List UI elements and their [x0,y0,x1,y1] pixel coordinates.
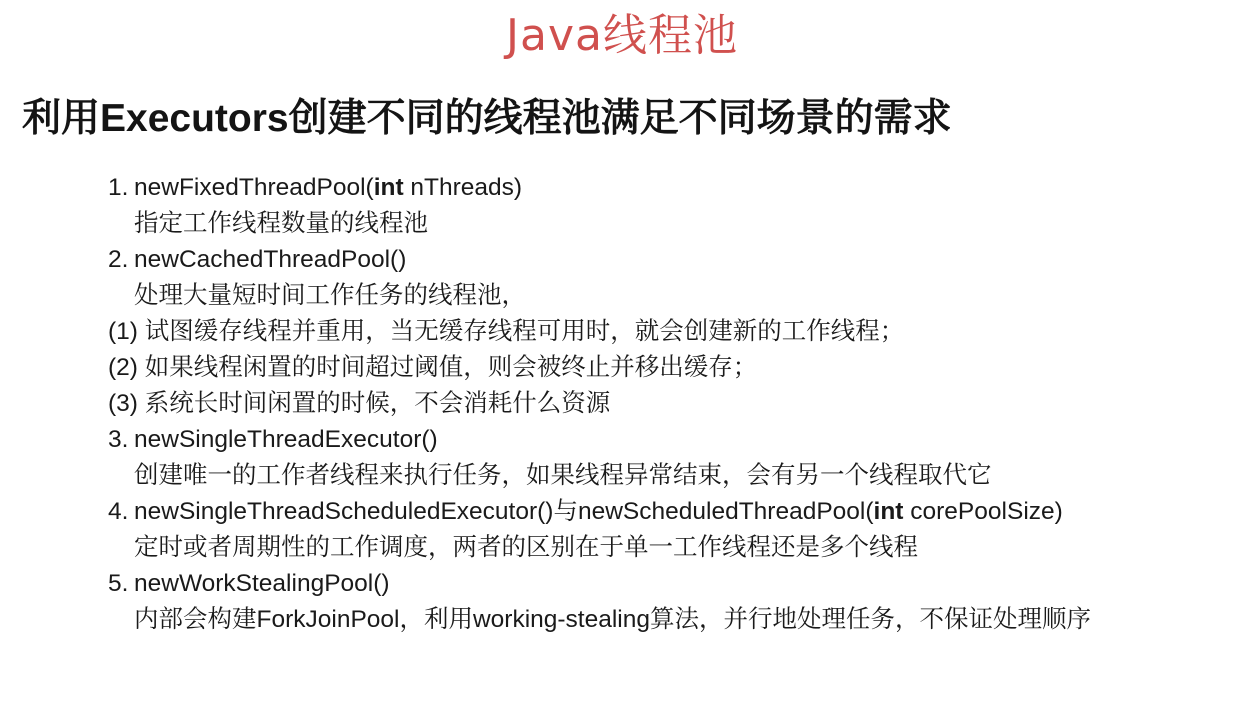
list-item [108,314,1214,350]
list-item [108,386,1214,422]
list-item [108,242,1214,278]
list-item [108,350,1214,386]
list-item [108,566,1214,602]
list-item-marker: (3) [108,389,138,417]
list-item [108,422,1214,458]
list-item-text: 如果线程闲置的时间超过阈值，则会被终止并移出缓存； [144,353,758,381]
bullet-list [0,170,1244,638]
list-item-text: newFixedThreadPool(int nThreads) [134,173,523,201]
list-item-bold-token: int [873,497,904,525]
list-item [108,278,1214,314]
list-item [108,494,1214,530]
list-item-marker: 5. [108,569,129,597]
slide-subtitle: 利用Executors创建不同的线程池满足不同场景的需求 [22,96,952,140]
page-title: Java线程池 [506,10,738,61]
list-item-text: 处理大量短时间工作任务的线程池， [134,281,526,309]
list-item [108,602,1214,638]
list-item-marker: 3. [108,425,129,453]
list-item [108,170,1214,206]
list-item-text: newCachedThreadPool() [134,245,407,273]
list-item-text: 指定工作线程数量的线程池 [134,209,428,237]
list-item-marker: 4. [108,497,129,525]
list-item-text: 试图缓存线程并重用，当无缓存线程可用时，就会创建新的工作线程； [144,317,905,345]
list-item-bold-token: int [373,173,404,201]
list-item-text: 系统长时间闲置的时候，不会消耗什么资源 [144,389,611,417]
list-item-text: newSingleThreadExecutor() [134,425,438,453]
list-item-marker: (2) [108,353,138,381]
list-item [108,458,1214,494]
list-item-text: newSingleThreadScheduledExecutor()与newScheduledThreadPool(int corePoolSize) [134,497,1063,525]
list-item [108,530,1214,566]
list-item-marker: 2. [108,245,129,273]
list-item-text: newWorkStealingPool() [134,569,390,597]
list-item-marker: (1) [108,317,138,345]
list-item-text: 定时或者周期性的工作调度，两者的区别在于单一工作线程还是多个线程 [134,533,918,561]
list-item-marker: 1. [108,173,129,201]
list-item [108,206,1214,242]
list-item-text: 内部会构建ForkJoinPool，利用working-stealing算法，并行地处理任务，不保证处理顺序 [134,605,1092,633]
list-item-text: 创建唯一的工作者线程来执行任务，如果线程异常结束，会有另一个线程取代它 [134,461,992,489]
